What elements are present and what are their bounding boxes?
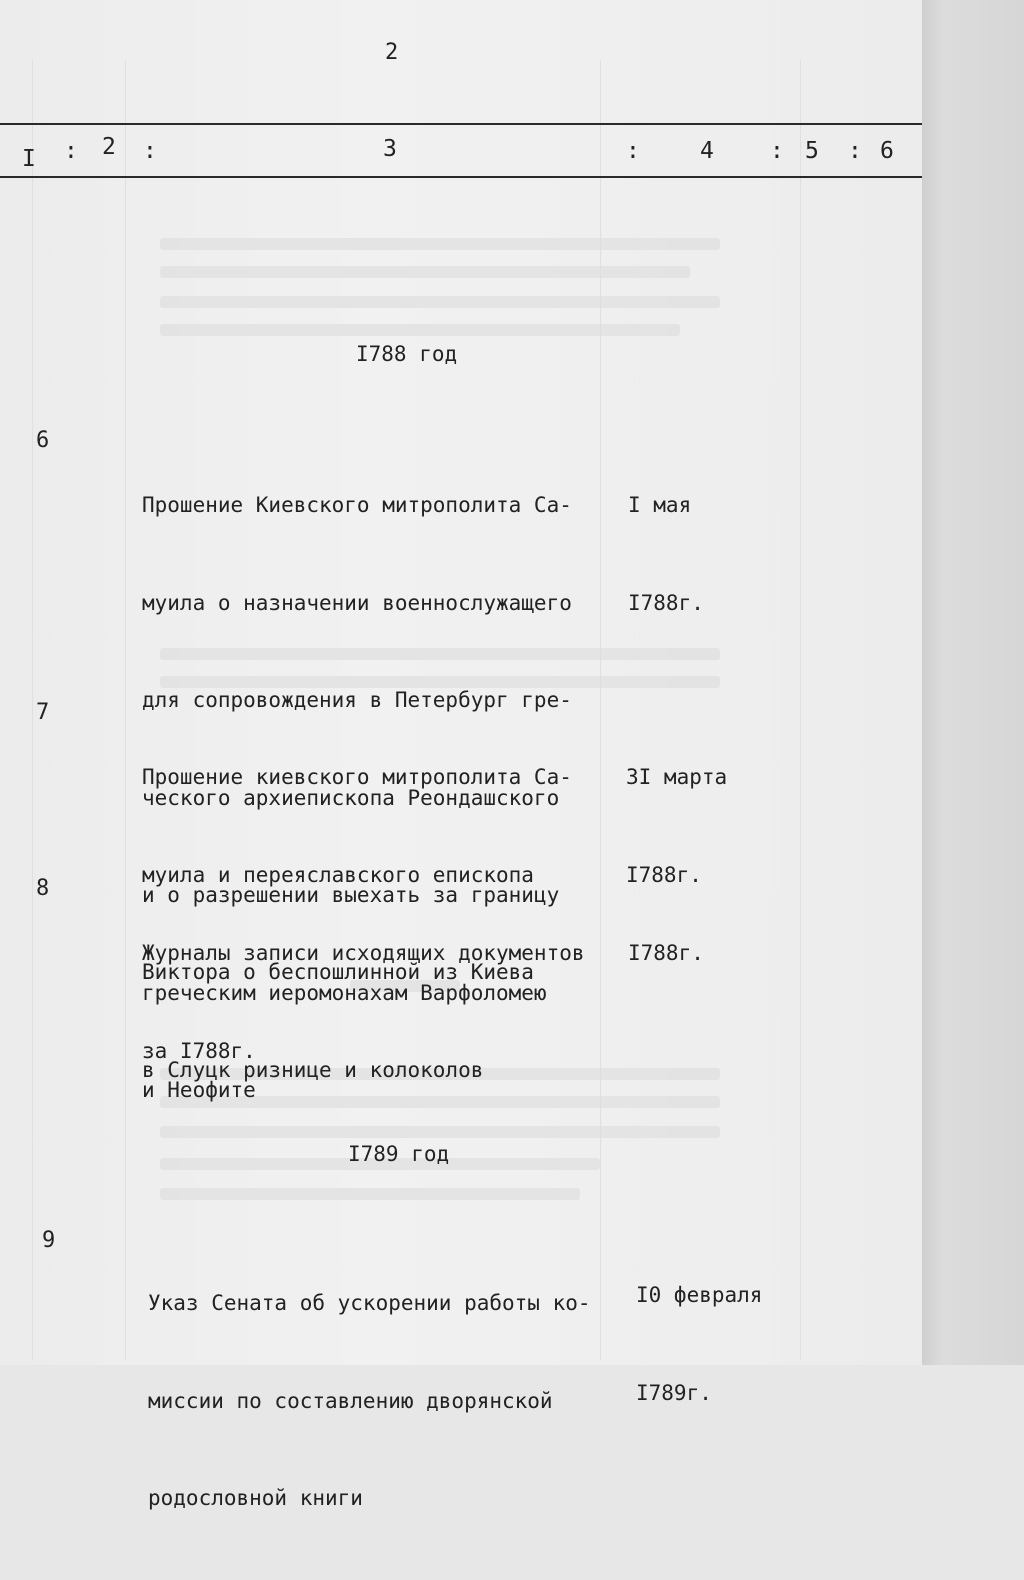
entry-number: 7 <box>36 700 50 725</box>
column-2-number: 2 <box>102 134 116 160</box>
column-separator: : <box>626 138 640 164</box>
entry-number: 8 <box>36 876 50 901</box>
entry-description <box>142 872 622 1132</box>
bleed-through <box>160 1188 580 1200</box>
entry-description <box>148 1222 628 1580</box>
entry-number: 9 <box>42 1228 56 1253</box>
description-line: и о разрешении выехать за границу <box>142 883 560 907</box>
page-edge-background <box>922 0 1024 1365</box>
description-line: Указ Сената об ускорении работы ко- <box>148 1291 591 1315</box>
entry-number: 6 <box>36 428 50 453</box>
description-line: ческого архиепископа Реондашского <box>142 785 560 810</box>
bleed-through <box>160 266 690 278</box>
bleed-through <box>160 324 680 336</box>
header-bottom-rule <box>0 176 922 178</box>
date-line: I0 февраля <box>636 1283 763 1307</box>
header-top-rule <box>0 123 922 125</box>
column-separator: : <box>848 138 862 164</box>
column-4-number: 4 <box>700 138 714 164</box>
description-line: муила и переяславского епископа <box>142 862 534 887</box>
column-5-number: 5 <box>805 138 819 164</box>
date-line: I788г. <box>628 941 704 965</box>
entry-date <box>628 872 704 1035</box>
description-line: греческим иеромонахам Варфоломею <box>142 980 547 1005</box>
date-line: I788г. <box>626 862 702 887</box>
description-line: и Неофите <box>142 1078 256 1102</box>
column-separator: : <box>64 138 78 164</box>
description-line: родословной книги <box>148 1486 363 1510</box>
description-line: Журналы записи исходящих документов <box>142 941 585 965</box>
entry-date <box>636 1214 762 1474</box>
bleed-through <box>160 238 720 250</box>
description-line: миссии по составлению дворянской <box>148 1388 553 1413</box>
date-line: I789г. <box>636 1380 712 1405</box>
description-line: в Слуцк ризнице и колоколов <box>142 1057 484 1082</box>
entry-date <box>628 424 704 684</box>
column-3-number: 3 <box>383 136 397 162</box>
ruling-line <box>800 60 801 1360</box>
column-6-number: 6 <box>880 138 894 164</box>
description-line: Прошение Киевского митрополита Са- <box>142 493 572 517</box>
year-heading-1788: I788 год <box>356 342 458 366</box>
ruling-line <box>32 60 33 1360</box>
description-line: за I788г. <box>142 1038 256 1063</box>
ruling-line <box>125 60 126 1360</box>
date-line: I788г. <box>628 590 704 615</box>
date-line: I мая <box>628 493 692 517</box>
bleed-through <box>160 296 720 308</box>
page-number: 2 <box>385 40 399 65</box>
column-separator: : <box>770 138 784 164</box>
description-line: Виктора о беспошлинной из Киева <box>142 960 534 984</box>
year-heading-1789: I789 год <box>348 1142 450 1166</box>
description-line: муила о назначении военнослужащего <box>142 590 572 615</box>
description-line: Прошение киевского митрополита Са- <box>142 765 572 789</box>
description-line: для сопровождения в Петербург гре- <box>142 688 572 712</box>
date-line: 3I марта <box>626 765 728 789</box>
column-separator: : <box>143 138 157 164</box>
column-1-number: I <box>22 146 36 172</box>
